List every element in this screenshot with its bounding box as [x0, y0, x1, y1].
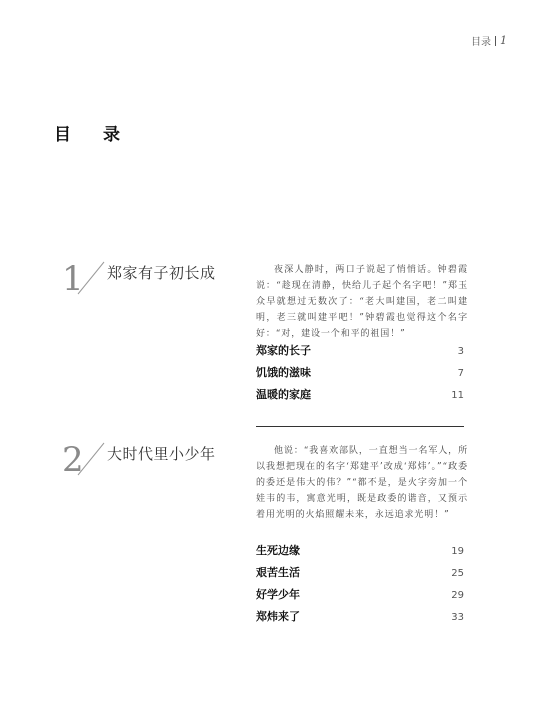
toc-entry-title: 生死边缘 — [256, 544, 300, 557]
running-head-page-number: 1 — [500, 34, 507, 47]
running-head-section: 目录 — [471, 37, 491, 48]
chapter-2-section-list — [256, 540, 464, 628]
toc-entry-title: 温暖的家庭 — [256, 388, 311, 401]
toc-entry-page: 7 — [457, 368, 464, 379]
chapter-1-section-list — [256, 340, 464, 406]
toc-entry-title: 饥饿的滋味 — [256, 366, 311, 379]
chapter-divider — [256, 426, 464, 427]
chapter-slash-mark — [76, 441, 106, 477]
toc-entry-title: 好学少年 — [256, 588, 300, 601]
chapter-slash-mark — [76, 260, 106, 296]
page-title-part2: 录 — [103, 125, 120, 145]
chapter-description: 他说：“我喜欢部队，一直想当一名军人，所以我想把现在的名字‘郑建平’改成‘郑炜’。”“政委的委还是伟大的伟？”“都不是，是火字旁加一个娃韦的韦，寓意光明，既是政委的谐音，又预示着用光明的火焰照耀未来，永远追求光明！” — [256, 446, 468, 520]
toc-entry-page: 25 — [451, 568, 464, 579]
chapter-title: 郑家有子初长成 — [107, 264, 216, 282]
toc-entry[interactable] — [256, 562, 464, 584]
toc-entry-page: 3 — [457, 346, 464, 357]
toc-entry[interactable] — [256, 340, 464, 362]
toc-entry-page: 11 — [451, 390, 464, 401]
chapter-number: 1 — [62, 259, 84, 299]
toc-entry[interactable] — [256, 384, 464, 406]
running-head-divider — [495, 36, 496, 46]
chapter-number: 2 — [62, 440, 84, 480]
toc-entry[interactable] — [256, 584, 464, 606]
toc-entry-page: 19 — [451, 546, 464, 557]
page-title — [54, 120, 120, 145]
toc-entry[interactable] — [256, 540, 464, 562]
toc-entry-title: 郑家的长子 — [256, 344, 311, 357]
toc-entry-page: 29 — [451, 590, 464, 601]
chapter-title: 大时代里小少年 — [107, 445, 216, 463]
toc-entry-title: 郑炜来了 — [256, 610, 300, 623]
toc-entry[interactable] — [256, 606, 464, 628]
chapter-description: 夜深人静时，两口子说起了悄悄话。钟碧霞说：“趁现在清静，快给儿子起个名字吧！”郑玉众早就想过无数次了：“老大叫建国，老二叫建明，老三就叫建平吧！”钟碧霞也觉得这个名字好：“对，建设一个和平的祖国！” — [256, 265, 468, 339]
page-title-part1: 目 — [54, 125, 71, 145]
toc-entry-title: 艰苦生活 — [256, 566, 300, 579]
toc-entry-page: 33 — [451, 612, 464, 623]
toc-entry[interactable] — [256, 362, 464, 384]
running-head — [471, 33, 507, 48]
